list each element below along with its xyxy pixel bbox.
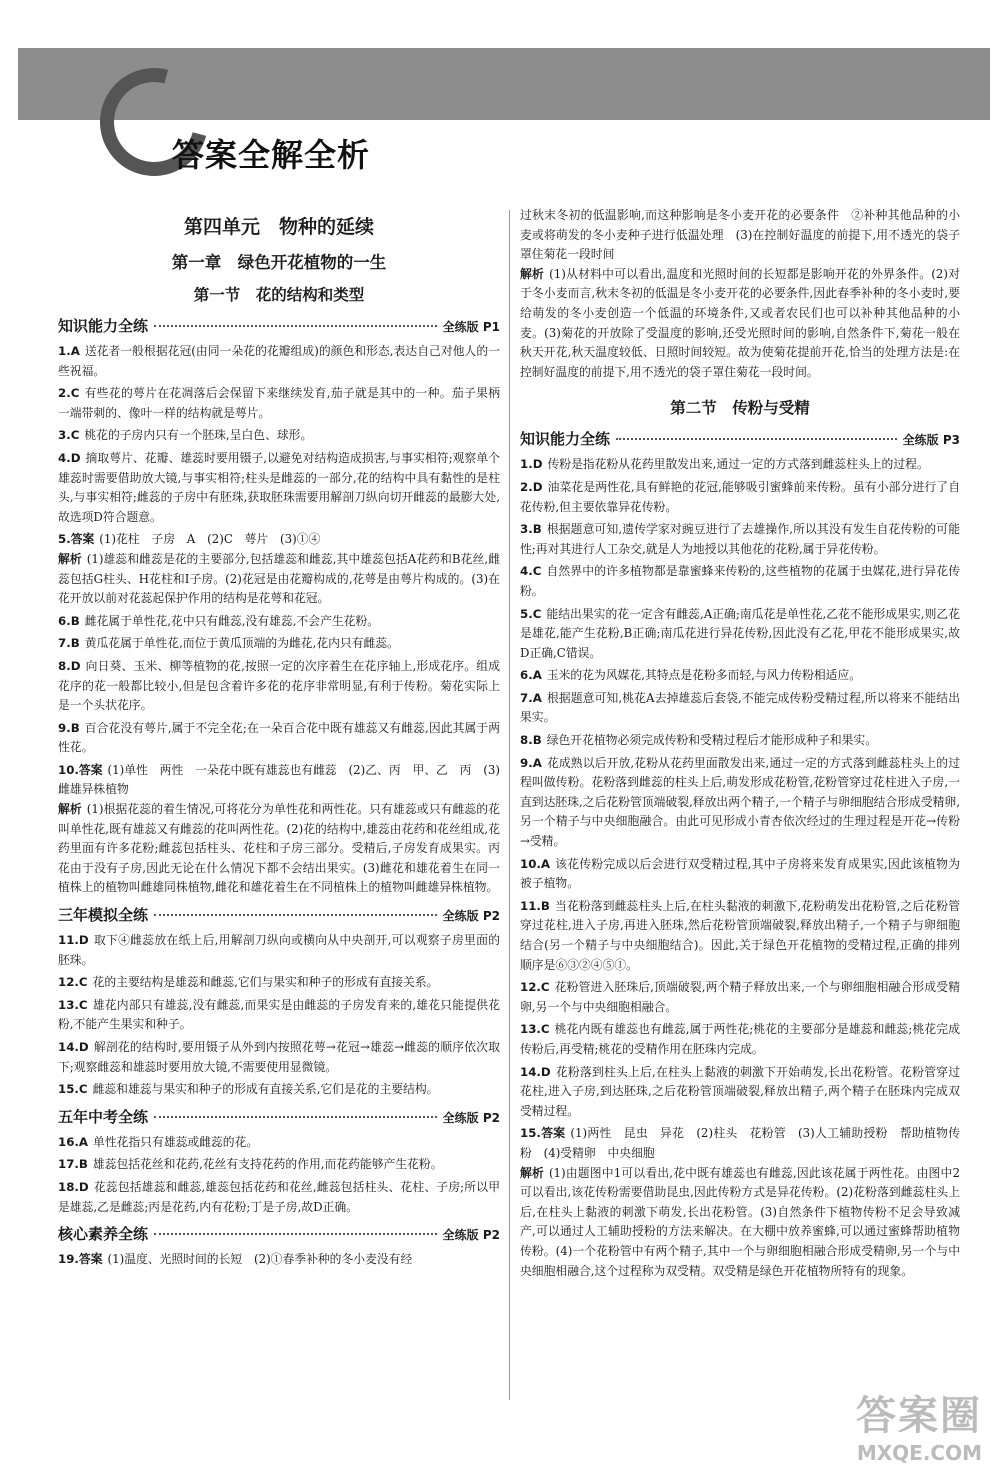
answer-item xyxy=(58,996,500,1035)
answer-item xyxy=(520,731,960,751)
answer-number: 16.A xyxy=(58,1134,89,1149)
answer-text: 自然界中的许多植物都是靠蜜蜂来传粉的,这些植物的花属于虫媒花,进行异花传粉。 xyxy=(520,564,960,598)
right-column xyxy=(520,206,960,1401)
explanation-text: (1)从材料中可以看出,温度和光照时间的长短都是影响开花的外界条件。(2)对于冬小麦而言,秋末冬初的低温是冬小麦开花的必要条件,因此春季补种的冬小麦时,要给萌发的冬小麦创造一个低温的环境条件,又或者农民们也可以补种其他品种的小麦。(3)菊花的开放除了受温度的影响,还受光照时间的影响,自然条件下,菊花一般在秋天开花,秋天温度较低、日照时间较短。故为使菊花提前开花,恰当的处理方法是:在控制好温度的前提下,用不透光的袋子罩住菊花一段时间。 xyxy=(520,266,960,379)
answer-list xyxy=(58,931,500,1100)
answer-number: 8.D xyxy=(58,658,81,673)
answer-text: 送花者一般根据花冠(由同一朵花的花瓣组成)的颜色和形态,表达自己对他人的一些祝福。 xyxy=(58,344,500,378)
answer-item xyxy=(520,689,960,728)
answer-text: 取下④雌蕊放在纸上后,用解剖刀纵向或横向从中央剖开,可以观察子房里面的胚珠。 xyxy=(58,933,500,967)
answer-item xyxy=(520,855,960,894)
unit-title: 第四单元 物种的延续 xyxy=(183,216,374,238)
answer-number: 15.C xyxy=(58,1082,88,1097)
explanation-label: 解析 xyxy=(58,802,82,817)
answer-number: 14.D xyxy=(520,1064,551,1079)
answer-number: 14.D xyxy=(58,1040,89,1054)
section-page-ref: 全练版 P2 xyxy=(442,909,500,924)
answer-text: 当花粉落到雌蕊柱头上后,在柱头黏液的刺激下,花粉萌发出花粉管,之后花粉管穿过花柱,进入子房,再进入胚珠,然后花粉管顶端破裂,释放出精子,一个精子与卵细胞结合(另一个精子与中央细胞结合)。因此,关于绿色开花植物的受精过程,正确的排列顺序是⑥③②④⑤①。 xyxy=(520,898,960,972)
answer-number: 7.B xyxy=(58,636,80,651)
dotted-leader xyxy=(154,325,437,327)
answer-text: (1)温度、光照时间的长短 (2)①春季补种的冬小麦没有经 xyxy=(107,1252,413,1267)
answer-number: 5.C xyxy=(520,606,542,621)
answer-number: 10.A xyxy=(520,856,551,871)
explanation xyxy=(520,265,960,383)
answer-list xyxy=(58,1250,500,1270)
answer-item xyxy=(58,931,500,970)
answer-item xyxy=(58,342,500,381)
section-header xyxy=(58,315,500,336)
answer-number: 1.A xyxy=(58,344,80,358)
answer-number: 12.C xyxy=(58,975,88,990)
explanation xyxy=(520,1164,960,1282)
answer-item xyxy=(58,1080,500,1100)
section-title: 第一节 花的结构和类型 xyxy=(193,286,365,304)
explanation xyxy=(58,800,500,898)
answer-text: 雄蕊包括花丝和花药,花丝有支持花药的作用,而花药能够产生花粉。 xyxy=(92,1157,443,1172)
answer-item xyxy=(520,605,960,664)
answer-number: 13.C xyxy=(58,997,88,1012)
answer-number: 18.D xyxy=(58,1179,89,1194)
answer-item xyxy=(520,754,960,852)
section-header xyxy=(520,428,960,449)
dotted-leader xyxy=(154,1116,437,1118)
answer-number: 4.C xyxy=(520,564,542,579)
section-page-ref: 全练版 P3 xyxy=(902,433,960,448)
answer-item xyxy=(520,455,960,475)
answer-text: 该花传粉完成以后会进行双受精过程,其中子房将来发育成果实,因此该植物为被子植物。 xyxy=(520,856,960,891)
section-name: 知识能力全练 xyxy=(58,317,149,335)
answer-number: 13.C xyxy=(520,1022,550,1037)
answer-text: 桃花内既有雄蕊也有雌蕊,属于两性花;桃花的主要部分是雄蕊和雌蕊;桃花完成传粉后,再受精;桃花的受精作用在胚珠内完成。 xyxy=(520,1022,960,1056)
answer-item xyxy=(58,719,500,758)
watermark-site: MXQE.COM xyxy=(856,1441,982,1465)
answer-item xyxy=(58,657,500,716)
explanation-label: 解析 xyxy=(520,1165,544,1180)
answer-list xyxy=(520,455,960,1281)
section-header xyxy=(58,1106,500,1127)
answer-item xyxy=(58,1250,500,1270)
section-name: 三年模拟全练 xyxy=(58,906,149,925)
section-page-ref: 全练版 P2 xyxy=(442,1228,500,1243)
answer-item xyxy=(58,973,500,993)
answer-text: 有些花的萼片在花凋落后会保留下来继续发育,茄子就是其中的一种。茄子果柄一端带刺的、像叶一样的结构就是萼片。 xyxy=(58,386,500,420)
answer-list xyxy=(58,1133,500,1217)
section-page-ref: 全练版 P2 xyxy=(442,1110,500,1125)
answer-item xyxy=(520,520,960,559)
continued-answer xyxy=(520,206,960,382)
answer-text: 根据题意可知,桃花A去掉雄蕊后套袋,不能完成传粉受精过程,所以将来不能结出果实。 xyxy=(520,690,960,725)
answer-text: 花蕊包括雄蕊和雌蕊,雄蕊包括花药和花丝,雌蕊包括柱头、花柱、子房;所以甲是雄蕊,乙是雌蕊;丙是花药,内有花粉;丁是子房,故D正确。 xyxy=(58,1179,500,1214)
answer-text: 传粉是指花粉从花药里散发出来,通过一定的方式落到雌蕊柱头上的过程。 xyxy=(547,457,929,472)
answer-number: 6.B xyxy=(58,613,80,628)
answer-text: 花成熟以后开放,花粉从花药里面散发出来,通过一定的方式落到雌蕊柱头上的过程叫做传粉。花粉落到雌蕊的柱头上后,萌发形成花粉管,花粉管穿过花柱进入子房,一直到达胚珠,之后花粉管顶端破裂,释放出两个精子,一个精子与卵细胞结合形成受精卵,另一个精子与中央细胞融合。由此可见形成小青杏依次经过的生理过程是开花→传粉→受精。 xyxy=(520,755,960,849)
column-divider xyxy=(509,210,510,1400)
answer-item xyxy=(58,634,500,654)
answer-number: 15.答案 xyxy=(520,1126,566,1141)
answer-text: 花粉落到柱头上后,在柱头上黏液的刺激下开始萌发,长出花粉管。花粉管穿过花柱,进入子房,到达胚珠,之后花粉管顶端破裂,释放出精子,两个精子在胚珠内完成双受精过程。 xyxy=(520,1064,960,1118)
answer-text: (1)单性 两性 一朵花中既有雄蕊也有雌蕊 (2)乙、丙 甲、乙 丙 (3)雌雄异株植物 xyxy=(58,762,500,797)
explanation-label: 解析 xyxy=(520,266,545,281)
answer-text: 解剖花的结构时,要用镊子从外到内按照花萼→花冠→雄蕊→雌蕊的顺序依次取下;观察雌蕊和雄蕊时要用放大镜,不需要使用显微镜。 xyxy=(58,1040,500,1074)
dotted-leader xyxy=(154,914,437,916)
answer-number: 8.B xyxy=(520,733,542,748)
answer-item xyxy=(58,530,500,608)
answer-number: 2.D xyxy=(520,479,543,494)
explanation xyxy=(58,550,500,609)
answer-text: 过秋末冬初的低温影响,而这种影响是冬小麦开花的必要条件 ②补种其他品种的小麦或将萌发的冬小麦种子进行低温处理 (3)在控制好温度的前提下,用不透光的袋子罩住菊花一段时间 xyxy=(520,208,960,262)
section-header xyxy=(58,904,500,925)
answer-item xyxy=(58,761,500,898)
answer-item xyxy=(58,449,500,527)
answer-item xyxy=(58,1155,500,1175)
answer-text: 绿色开花植物必须完成传粉和受精过程后才能形成种子和果实。 xyxy=(546,733,878,748)
answer-text: 单性花指只有雄蕊或雌蕊的花。 xyxy=(93,1134,259,1149)
answer-item xyxy=(520,1124,960,1281)
answer-item xyxy=(520,206,960,382)
answer-text: (1)花柱 子房 A (2)C 萼片 (3)①④ xyxy=(99,532,321,547)
answer-number: 2.C xyxy=(58,386,80,401)
dotted-leader xyxy=(616,438,897,440)
answer-item xyxy=(520,562,960,601)
answer-text: 油菜花是两性花,具有鲜艳的花冠,能够吸引蜜蜂前来传粉。虽有小部分进行了自花传粉,但主要依靠异花传粉。 xyxy=(520,479,960,514)
answer-item xyxy=(58,1038,500,1077)
answer-text: 玉米的花为风媒花,其特点是花粉多而轻,与风力传粉相适应。 xyxy=(546,668,862,683)
answer-number: 3.B xyxy=(520,522,542,537)
answer-number: 5.答案 xyxy=(58,532,95,547)
answer-number: 4.D xyxy=(58,450,81,465)
answer-item xyxy=(520,978,960,1017)
answer-text: 根据题意可知,遗传学家对豌豆进行了去雄操作,所以其没有发生自花传粉的可能性;再对其进行人工杂交,就是人为地授以其他花的花粉,属于异花传粉。 xyxy=(520,522,960,556)
watermark-logo: 答案圈 xyxy=(856,1393,982,1439)
answer-text: 向日葵、玉米、柳等植物的花,按照一定的次序着生在花序轴上,形成花序。组成花序的花一般都比较小,但是包含着许多花的花序非常明显,有利于传粉。菊花实际上是一个头状花序。 xyxy=(58,658,500,713)
section-title: 第二节 传粉与受精 xyxy=(670,399,810,418)
answer-item xyxy=(58,612,500,632)
answer-number: 11.D xyxy=(58,933,89,948)
answer-item xyxy=(58,1178,500,1217)
answer-number: 11.B xyxy=(520,898,550,913)
answer-text: 花的主要结构是雄蕊和雌蕊,它们与果实和种子的形成有直接关系。 xyxy=(92,975,439,990)
answer-text: (1)两性 昆虫 异花 (2)柱头 花粉管 (3)人工辅助授粉 帮助植物传粉 (4)受精卵 中央细胞 xyxy=(520,1126,960,1160)
answer-list xyxy=(58,342,500,898)
answer-text: 雌花属于单性花,花中只有雌蕊,没有雄蕊,不会产生花粉。 xyxy=(84,613,380,628)
explanation-text: (1)由题图中1可以看出,花中既有雄蕊也有雌蕊,因此该花属于两性花。由图中2可以看出,该花传粉需要借助昆虫,因此传粉方式是异花传粉。(2)花粉落到雌蕊柱头上后,在柱头上黏液的刺激下萌发,长出花粉管。(3)自然条件下植物传粉不足会导致减产,可以通过人工辅助授粉的方法来解决。在大棚中放养蜜蜂,可以通过蜜蜂帮助植物传粉。(4)一个花粉管中有两个精子,其中一个与卵细胞相融合形成受精卵,另一个与中央细胞相融合,这个过程称为双受精。双受精是绿色开花植物所特有的现象。 xyxy=(520,1165,960,1278)
answer-text: 雌蕊和雄蕊与果实和种子的形成有直接关系,它们是花的主要结构。 xyxy=(92,1082,439,1097)
section-page-ref: 全练版 P1 xyxy=(442,320,500,334)
answer-item xyxy=(58,426,500,446)
answer-text: 雄花内部只有雄蕊,没有雌蕊,而果实是由雌蕊的子房发育来的,雄花只能提供花粉,不能产生果实和种子。 xyxy=(58,997,500,1032)
section-header xyxy=(58,1223,500,1244)
answer-text: 摘取萼片、花瓣、雄蕊时要用镊子,以避免对结构造成损害,与事实相符;观察单个雄蕊时需要借助放大镜,与事实相符;柱头是雌蕊的一部分,花的结构中具有黏性的是柱头,与事实相符;雌蕊的子房中有胚珠,获取胚珠需要用解剖刀纵向切开雌蕊的最膨大处,故选项D符合题意。 xyxy=(58,450,500,524)
answer-number: 7.A xyxy=(520,690,542,705)
left-column xyxy=(58,210,500,1401)
answer-number: 3.C xyxy=(58,428,80,443)
answer-item xyxy=(58,384,500,423)
answer-number: 9.B xyxy=(58,720,80,735)
answer-number: 1.D xyxy=(520,457,543,472)
answer-number: 17.B xyxy=(58,1157,88,1172)
answer-text: 百合花没有萼片,属于不完全花;在一朵百合花中既有雄蕊又有雌蕊,因此其属于两性花。 xyxy=(58,720,500,755)
explanation-text: (1)雄蕊和雌蕊是花的主要部分,包括雄蕊和雌蕊,其中雄蕊包括A花药和B花丝,雌蕊包括G柱头、H花柱和I子房。(2)花冠是由花瓣构成的,花萼是由萼片构成的。(3)在花开放以前对花蕊起保护作用的结构是花萼和花冠。 xyxy=(58,551,500,606)
watermark xyxy=(856,1384,982,1465)
answer-text: 黄瓜花属于单性花,而位于黄瓜顶端的为雌花,花内只有雌蕊。 xyxy=(84,636,399,651)
answer-item xyxy=(520,1020,960,1059)
explanation-text: (1)根据花蕊的着生情况,可将花分为单性花和两性花。只有雄蕊或只有雌蕊的花叫单性花,既有雄蕊又有雌蕊的花叫两性花。(2)花的结构中,雄蕊由花药和花丝组成,花药里面有许多花粉;雌蕊包括柱头、花柱和子房三部分。受精后,子房发育成果实。丙花由于没有子房,因此无论在什么情况下都不会结出果实。(3)雌花和雄花着生在同一植株上的植物叫雌雄同株植物,雌花和雄花着生在不同植株上的植物叫雌雄异株植物。 xyxy=(58,802,500,895)
answer-text: 能结出果实的花一定含有雌蕊,A正确;南瓜花是单性花,乙花不能形成果实,则乙花是雄花,能产生花粉,B正确;南瓜花进行异花传粉,因此没有乙花,甲花不能形成果实,故D正确,C错误。 xyxy=(520,606,960,660)
section-name: 核心素养全练 xyxy=(58,1225,149,1244)
section-name: 知识能力全练 xyxy=(520,430,611,449)
dotted-leader xyxy=(154,1233,437,1235)
answer-item xyxy=(58,1133,500,1153)
chapter-title: 第一章 绿色开花植物的一生 xyxy=(171,253,387,272)
answer-item xyxy=(520,1063,960,1122)
answer-item xyxy=(520,897,960,975)
answer-number: 12.C xyxy=(520,980,550,995)
answer-number: 6.A xyxy=(520,668,542,683)
explanation-label: 解析 xyxy=(58,551,82,566)
answer-item xyxy=(520,666,960,686)
answer-number: 19.答案 xyxy=(58,1252,103,1267)
page-title: 答案全解全析 xyxy=(172,136,371,174)
answer-text: 花粉管进入胚珠后,顶端破裂,两个精子释放出来,一个与卵细胞相融合形成受精卵,另一个与中央细胞相融合。 xyxy=(520,980,960,1014)
answer-number: 10.答案 xyxy=(58,762,103,777)
answer-number: 9.A xyxy=(520,755,542,770)
section-name: 五年中考全练 xyxy=(58,1107,149,1126)
answer-item xyxy=(520,478,960,517)
answer-text: 桃花的子房内只有一个胚珠,呈白色、球形。 xyxy=(84,428,313,443)
